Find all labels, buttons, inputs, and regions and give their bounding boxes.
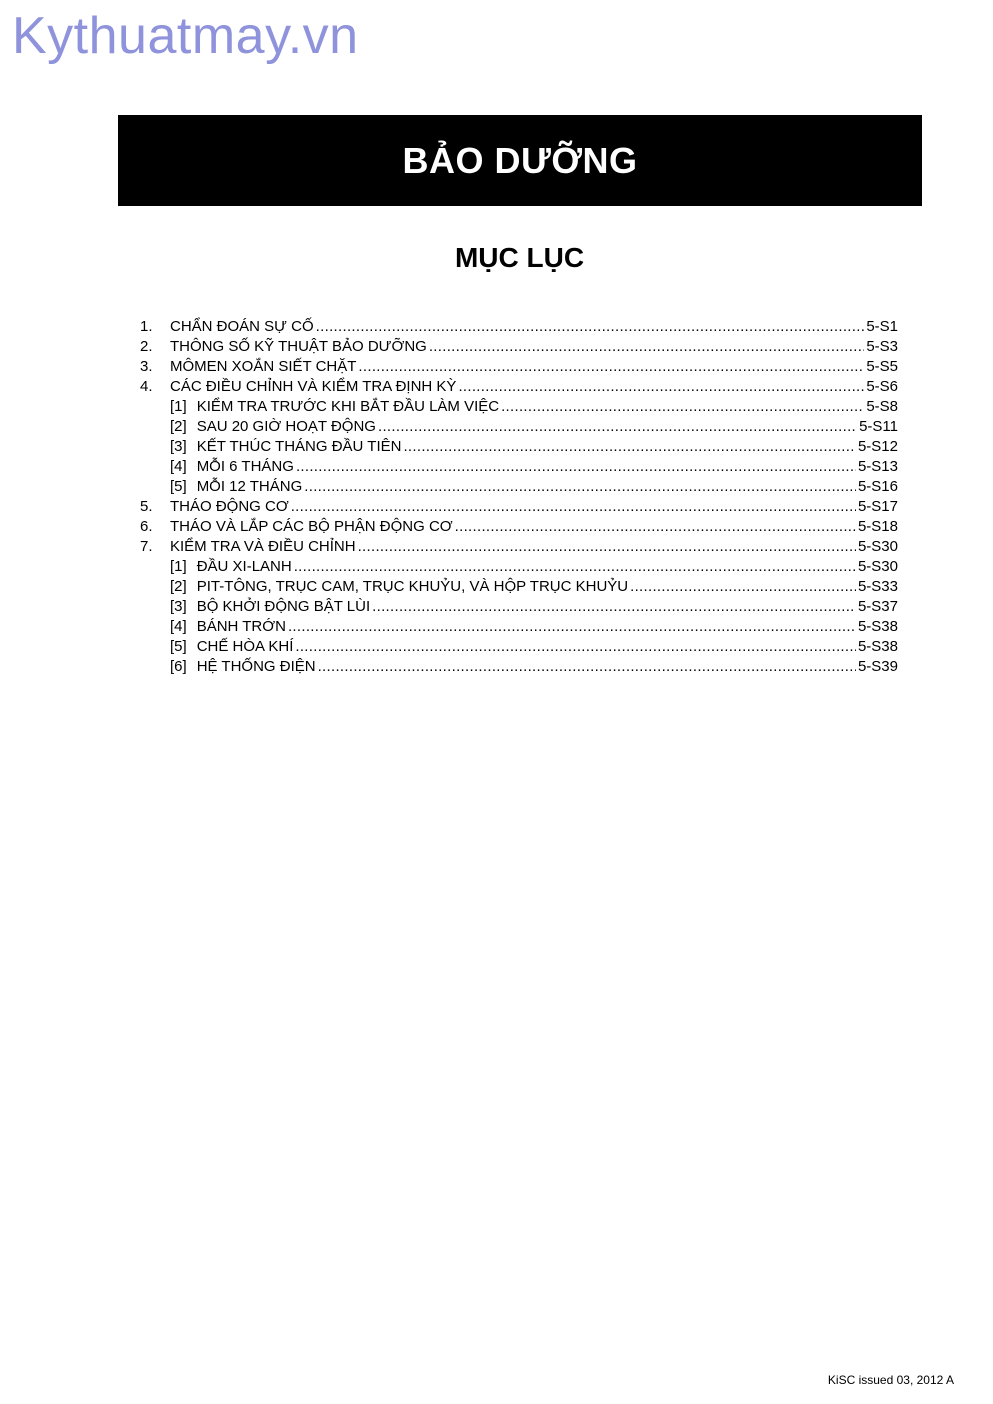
toc-heading: MỤC LỤC [454, 242, 585, 273]
footer-issue-note: KiSC issued 03, 2012 A [827, 1373, 954, 1387]
toc-entry-number: 7. [140, 538, 153, 555]
toc-entry-page: 5-S38 [857, 638, 898, 655]
toc-entry-subnumber: [2] [170, 578, 187, 595]
toc-entry-number: 5. [140, 498, 153, 515]
toc-entry-label: KIỂM TRA TRƯỚC KHI BẮT ĐẦU LÀM VIỆC [196, 398, 500, 415]
toc-dot-leader [358, 357, 864, 377]
toc-entry [140, 457, 898, 477]
toc-entry-label: CÁC ĐIỀU CHỈNH VÀ KIỂM TRA ĐỊNH KỲ [170, 378, 457, 395]
toc-dot-leader [501, 397, 864, 417]
toc-entry [140, 657, 898, 677]
table-of-contents [140, 317, 898, 677]
toc-entry-page: 5-S33 [857, 578, 898, 595]
toc-entry [140, 557, 898, 577]
toc-entry-label: THÔNG SỐ KỸ THUẬT BẢO DƯỠNG [170, 338, 427, 355]
toc-entry-page: 5-S17 [857, 498, 898, 515]
toc-dot-leader [291, 497, 856, 517]
toc-dot-leader [295, 637, 856, 657]
toc-entry [140, 317, 898, 337]
toc-dot-leader [378, 417, 857, 437]
toc-entry [140, 377, 898, 397]
toc-dot-leader [318, 657, 856, 677]
toc-entry [140, 417, 898, 437]
toc-dot-leader [304, 477, 856, 497]
toc-entry-page: 5-S30 [857, 558, 898, 575]
toc-entry-label: CHẨN ĐOÁN SỰ CỐ [170, 318, 314, 335]
toc-entry-label: PIT-TÔNG, TRỤC CAM, TRỤC KHUỶU, VÀ HỘP TRỤC KHUỶU [196, 578, 629, 595]
toc-entry-label: KẾT THÚC THÁNG ĐẦU TIÊN [196, 438, 402, 455]
toc-entry-page: 5-S5 [866, 358, 898, 375]
toc-entry-number: 1. [140, 318, 153, 335]
toc-entry-page: 5-S13 [857, 458, 898, 475]
toc-entry-page: 5-S30 [857, 538, 898, 555]
toc-entry-label: THÁO VÀ LẮP CÁC BỘ PHẬN ĐỘNG CƠ [170, 518, 453, 535]
toc-dot-leader [294, 557, 856, 577]
toc-entry [140, 617, 898, 637]
toc-entry-label: ĐẦU XI-LANH [196, 558, 292, 575]
toc-entry-subnumber: [4] [170, 618, 187, 635]
toc-entry-number: 4. [140, 378, 153, 395]
toc-entry-page: 5-S11 [859, 418, 898, 435]
toc-entry-label: MỖI 12 THÁNG [196, 478, 303, 495]
toc-entry-subnumber: [1] [170, 398, 187, 415]
toc-entry-page: 5-S38 [857, 618, 898, 635]
toc-entry [140, 637, 898, 657]
toc-entry-number: 2. [140, 338, 153, 355]
toc-dot-leader [296, 457, 856, 477]
toc-entry [140, 597, 898, 617]
toc-entry-subnumber: [5] [170, 638, 187, 655]
toc-entry [140, 357, 898, 377]
toc-entry-page: 5-S18 [857, 518, 898, 535]
toc-entry-label: BỘ KHỞI ĐỘNG BẬT LÙI [196, 598, 371, 615]
toc-entry-subnumber: [3] [170, 438, 187, 455]
toc-dot-leader [455, 517, 856, 537]
watermark-text: Kythuatmay.vn [12, 7, 359, 65]
toc-entry-label: SAU 20 GIỜ HOẠT ĐỘNG [196, 418, 376, 435]
toc-entry [140, 397, 898, 417]
toc-entry-subnumber: [4] [170, 458, 187, 475]
toc-entry-number: 6. [140, 518, 153, 535]
toc-entry-page: 5-S8 [866, 398, 898, 415]
toc-entry-subnumber: [3] [170, 598, 187, 615]
toc-dot-leader [458, 377, 864, 397]
toc-dot-leader [429, 337, 864, 357]
toc-dot-leader [288, 617, 856, 637]
toc-entry-label: BÁNH TRỚN [196, 618, 286, 635]
toc-dot-leader [358, 537, 856, 557]
toc-dot-leader [316, 317, 865, 337]
toc-dot-leader [372, 597, 856, 617]
toc-entry-label: MỖI 6 THÁNG [196, 458, 294, 475]
toc-entry [140, 517, 898, 537]
toc-entry [140, 337, 898, 357]
toc-entry [140, 477, 898, 497]
page-title: BẢO DƯỠNG [402, 139, 638, 181]
toc-entry-page: 5-S16 [857, 478, 898, 495]
toc-dot-leader [403, 437, 856, 457]
toc-entry-number: 3. [140, 358, 153, 375]
title-banner [118, 115, 922, 206]
toc-entry-subnumber: [5] [170, 478, 187, 495]
toc-entry-subnumber: [1] [170, 558, 187, 575]
toc-entry [140, 537, 898, 557]
toc-entry-label: HỆ THỐNG ĐIỆN [196, 658, 316, 675]
toc-entry-label: KIỂM TRA VÀ ĐIỀU CHỈNH [170, 538, 356, 555]
toc-entry-subnumber: [6] [170, 658, 187, 675]
toc-entry [140, 437, 898, 457]
toc-entry-page: 5-S37 [857, 598, 898, 615]
toc-entry-label: CHẾ HÒA KHÍ [196, 638, 294, 655]
toc-entry-subnumber: [2] [170, 418, 187, 435]
toc-entry-label: MÔMEN XOẮN SIẾT CHẶT [170, 358, 357, 375]
toc-entry [140, 577, 898, 597]
toc-entry-label: THÁO ĐỘNG CƠ [170, 498, 289, 515]
toc-entry-page: 5-S1 [866, 318, 898, 335]
toc-entry [140, 497, 898, 517]
toc-entry-page: 5-S6 [866, 378, 898, 395]
toc-entry-page: 5-S12 [857, 438, 898, 455]
toc-dot-leader [630, 577, 856, 597]
toc-entry-page: 5-S3 [866, 338, 898, 355]
toc-entry-page: 5-S39 [857, 658, 898, 675]
